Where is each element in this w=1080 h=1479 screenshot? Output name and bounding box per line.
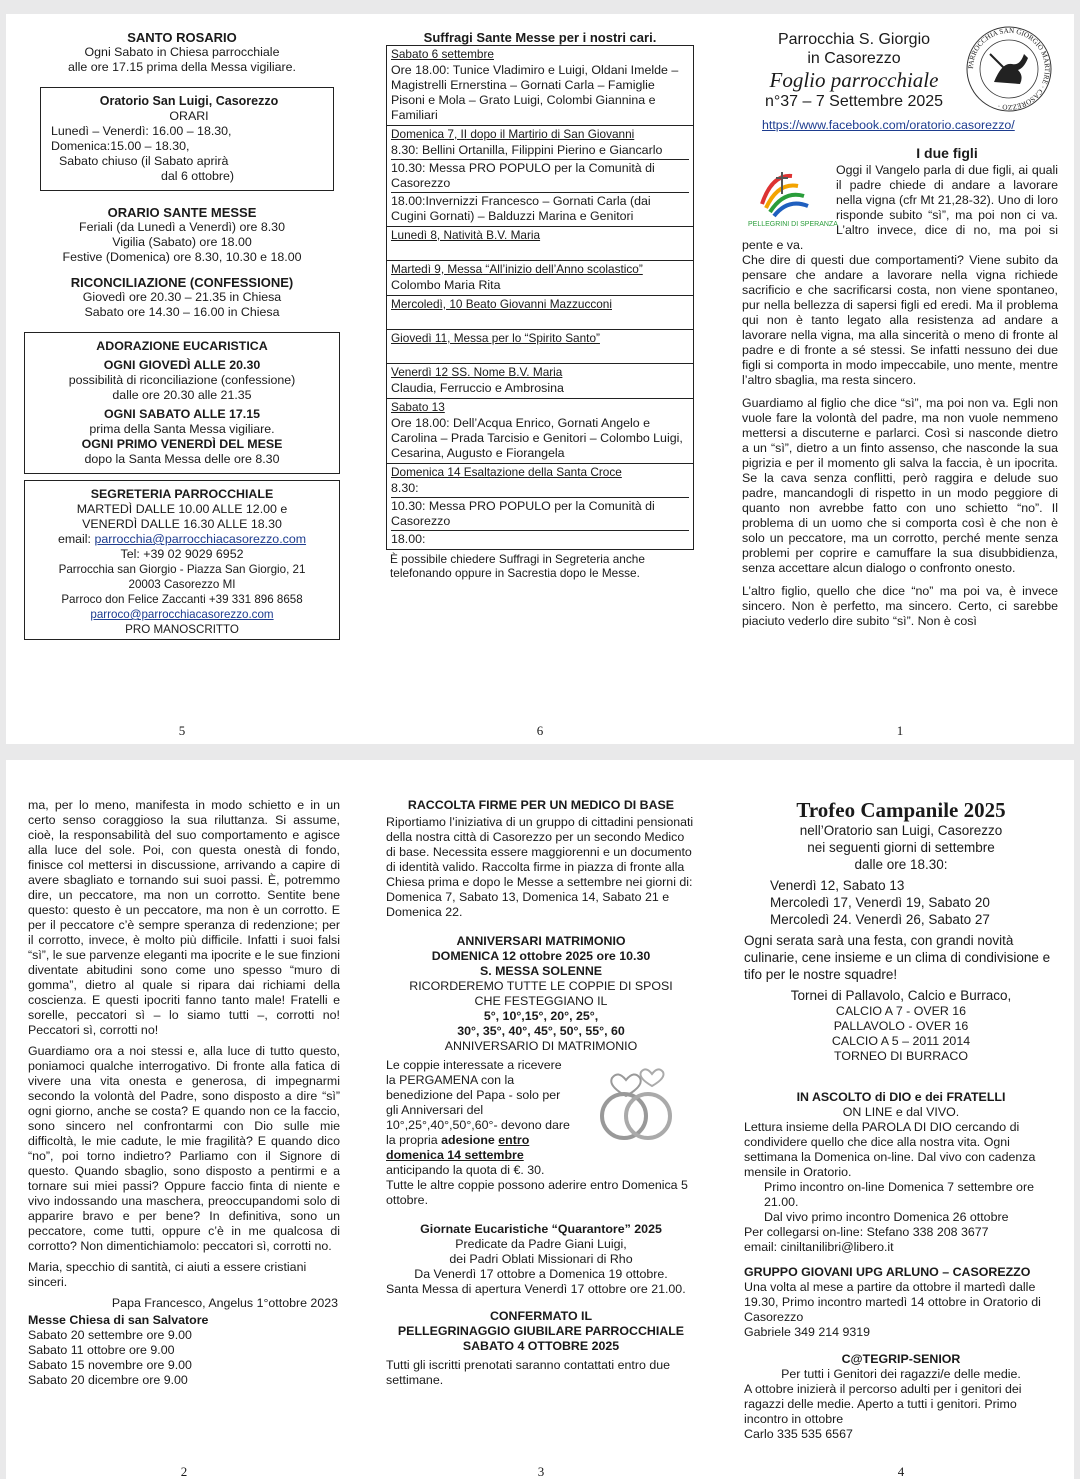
anniversari-years: 5°, 10°,15°, 20°, 25°, bbox=[483, 1009, 599, 1023]
confessione-line: Sabato ore 14.30 – 16.00 in Chiesa bbox=[84, 305, 280, 319]
messe-line: Vigilia (Sabato) ore 18.00 bbox=[112, 235, 252, 249]
suffragi-date: Lunedì 8, Natività B.V. Maria bbox=[391, 228, 541, 242]
trofeo-date: Mercoledì 24. Venerdì 26, Sabato 27 bbox=[770, 912, 990, 927]
adorazione-heading: OGNI SABATO ALLE 17.15 bbox=[103, 407, 261, 421]
suffragi-date: Domenica 7, II dopo il Martirio di San Giovanni bbox=[391, 127, 635, 141]
rosario-title: SANTO ROSARIO bbox=[127, 30, 237, 45]
trofeo-line: nell’Oratorio san Luigi, Casorezzo bbox=[799, 823, 1003, 838]
anniversari-date: DOMENICA 12 ottobre 2025 ore 10.30 bbox=[431, 949, 651, 963]
page-5 bbox=[24, 14, 340, 744]
bottom-sheet bbox=[6, 760, 1074, 1479]
suffragi-footer: È possibile chiedere Suffragi in Segreteria anche telefonando oppure in Sacrestia dopo le Messe. bbox=[390, 552, 645, 580]
oratorio-sub: ORARI bbox=[169, 109, 209, 123]
pergamena-other: Tutte le altre coppie possono aderire entro Domenica 5 ottobre. bbox=[386, 1178, 688, 1207]
oratorio-line: Domenica:15.00 – 18.30, bbox=[51, 139, 190, 153]
confessione-line: Giovedì ore 20.30 – 21.35 in Chiesa bbox=[82, 290, 282, 304]
pergamena-deadline: entro domenica 14 settembre bbox=[386, 1133, 530, 1162]
parish-name: Parrocchia S. Giorgio bbox=[777, 31, 931, 48]
suffragi-intention: Colombo Maria Rita bbox=[391, 278, 501, 292]
pellegrinaggio-text: Tutti gli iscritti prenotati saranno contattati entro due settimane. bbox=[386, 1358, 670, 1387]
jubilee-logo-icon bbox=[742, 164, 838, 230]
page-2 bbox=[28, 760, 340, 1479]
article-title: I due figli bbox=[916, 145, 978, 161]
page-number: 2 bbox=[180, 1464, 188, 1479]
page-3 bbox=[386, 760, 696, 1479]
quarantore-line: Predicate da Padre Giani Luigi, bbox=[455, 1237, 627, 1251]
anniversari-messa: S. MESSA SOLENNE bbox=[479, 964, 603, 978]
suffragi-date: Venerdì 12 SS. Nome B.V. Maria bbox=[391, 365, 563, 379]
suffragi-intention: 10.30: Messa PRO POPULO per la Comunità di Casorezzo bbox=[391, 159, 689, 192]
article-paragraph: Che dire di questi due comportamenti? Viene subito da pensare che andare a lavorare nella vigna richiede sacrificio e che sacrificarsi costa, non viene spontaneo, pur nella bellezza di sapersi figli ed eredi. Ma il problema qui non è tanto legato alla resistenza ad andare a lavorare nella vigna, ma alla sincerità o meno di fronte al padre e di fronte a sé stessi. Se infatti nessuno dei due figli si comporta in modo impeccabile, uno mente, mentre l’altro sbaglia, ma resta sincero. bbox=[742, 253, 1058, 387]
pergamena-block bbox=[386, 1058, 696, 1208]
suffragi-row bbox=[387, 261, 693, 296]
pellegrinaggio-line: SABATO 4 OTTOBRE 2025 bbox=[462, 1339, 620, 1353]
segreteria-line: MARTEDÌ DALLE 10.00 ALLE 12.00 e bbox=[76, 502, 288, 516]
address-line: Parrocchia san Giorgio - Piazza San Giorgio, 21 bbox=[58, 563, 306, 576]
suffragi-row bbox=[387, 330, 693, 364]
upg-contact: Gabriele 349 214 9319 bbox=[744, 1325, 871, 1339]
suffragi-date: Domenica 14 Esaltazione della Santa Croce bbox=[391, 465, 622, 479]
page-number: 4 bbox=[897, 1464, 905, 1479]
page-6 bbox=[386, 14, 694, 744]
suffragi-row bbox=[387, 126, 693, 227]
suffragi-intention bbox=[391, 346, 689, 362]
pergamena-adesione: adesione bbox=[441, 1133, 495, 1147]
anniversari-years: 30°, 35°, 40°, 45°, 50°, 55°, 60 bbox=[457, 1024, 625, 1038]
categrip-title: C@TEGRIP-SENIOR bbox=[841, 1352, 961, 1366]
suffragi-date: Mercoledì, 10 Beato Giovanni Mazzucconi bbox=[391, 297, 612, 311]
article-i-due-figli bbox=[742, 146, 1058, 629]
ascolto-title: IN ASCOLTO di DIO e dei FRATELLI bbox=[796, 1090, 1006, 1104]
parish-seal-icon bbox=[964, 24, 1054, 114]
suffragi-intention: 8.30: Bellini Ortanilla, Filippini Pierino e Giancarlo bbox=[391, 143, 663, 157]
oratorio-line: dal 6 ottobre) bbox=[161, 169, 235, 183]
suffragi-intention: 18.00:Invernizzi Francesco – Gornati Carla (dai Cugini Gornati) – Balduzzi Marina e Genitori bbox=[391, 192, 689, 225]
suffragi-row bbox=[387, 399, 693, 464]
upg-title: GRUPPO GIOVANI UPG ARLUNO – CASOREZZO bbox=[744, 1265, 1031, 1279]
salvatore-line: Sabato 20 dicembre ore 9.00 bbox=[28, 1373, 188, 1387]
suffragi-date: Giovedì 11, Messa per lo “Spirito Santo” bbox=[391, 331, 600, 345]
adorazione-box bbox=[24, 332, 340, 474]
pellegrinaggio-line: CONFERMATO IL bbox=[489, 1309, 593, 1323]
quarantore-line: Da Venerdì 17 ottobre a Domenica 19 ottobre. bbox=[414, 1267, 668, 1281]
parroco-email-link[interactable]: parroco@parrocchiacasorezzo.com bbox=[90, 608, 274, 621]
tornei-line: TORNEO DI BURRACO bbox=[833, 1049, 969, 1063]
oratorio-line: Lunedì – Venerdì: 16.00 – 18.30, bbox=[51, 124, 232, 138]
suffragi-intention: Ore 18.00: Tunice Vladimiro e Luigi, Oldani Imelde – Magistrelli Ernerstina – Gornati Carla – Famiglie Pisoni e Mola – Grato Luigi, Colombi Giannina e Familiari bbox=[391, 63, 679, 122]
pergamena-part: Le coppie interessate a ricevere la PERGAMENA con la benedizione del Papa - solo per gli Anniversari del 10°,25°,40°,50°,60°- devono dare la propria bbox=[386, 1058, 570, 1147]
bulletin-title: Foglio parrocchiale bbox=[769, 68, 939, 92]
trofeo-date: Mercoledì 17, Venerdì 19, Sabato 20 bbox=[770, 895, 990, 910]
segreteria-email-row bbox=[29, 532, 335, 547]
suffragi-intention: 18.00: bbox=[391, 530, 689, 548]
trofeo-title: Trofeo Campanile 2025 bbox=[796, 798, 1006, 822]
suffragi-table bbox=[386, 45, 694, 550]
anniversari-title: ANNIVERSARI MATRIMONIO bbox=[456, 934, 626, 948]
article-paragraph: Guardiamo ora a noi stessi e, alla luce di tutto questo, poniamoci qualche interrogativo. Di fronte alla fatica di vivere una vita onesta e generosa, di impegnarmi secondo la volontà del Padre, sono disposto a dire “sì” ogni giorno, anche se costa? E quando non ce la faccio, sono sincero nel confrontarmi con Dio sulle mie difficoltà, le mie cadute, le mie fragilità? E quando dico “no”, poi torno indietro? Parliamo con il Signore di questo. Quando sbaglio, sono disposto a pentirmi e a tornare sui miei passi? Oppure faccio finta di niente e vivo indossando una maschera, preoccupandomi solo di apparire bravo e per bene? In definitiva, sono un peccatore, come tutti, oppure c’è in me qualcosa di corrotto? Non dimentichiamolo: peccatori sì, corrotti no. bbox=[28, 1044, 340, 1253]
pro-manoscritto: PRO MANOSCRITTO bbox=[125, 623, 239, 636]
segreteria-tel: Tel: +39 02 9029 6952 bbox=[120, 547, 244, 561]
suffragi-intention: Claudia, Ferruccio e Ambrosina bbox=[391, 381, 564, 395]
article-paragraph: L’altro figlio, quello che dice “no” ma poi va, è invece sincero. Non è perfetto, ma sincero. Certo, ci sarebbe piaciuto vederlo dire subito “sì”. Non è così bbox=[742, 584, 1058, 628]
suffragi-row bbox=[387, 364, 693, 399]
pergamena-part: anticipando la quota di €. 30. bbox=[386, 1163, 545, 1177]
page-number: 3 bbox=[537, 1464, 545, 1479]
segreteria-title: SEGRETERIA PARROCCHIALE bbox=[90, 487, 274, 501]
tornei-line: PALLAVOLO - OVER 16 bbox=[833, 1019, 969, 1033]
suffragi-title: Suffragi Sante Messe per i nostri cari. bbox=[423, 30, 657, 45]
address-line: 20003 Casorezzo MI bbox=[128, 578, 236, 591]
segreteria-line: VENERDÌ DALLE 16.30 ALLE 18.30 bbox=[82, 517, 282, 531]
suffragi-date: Sabato 13 bbox=[391, 400, 445, 414]
facebook-link[interactable]: https://www.facebook.com/oratorio.casorezzo/ bbox=[762, 118, 1015, 132]
suffragi-row bbox=[387, 296, 693, 330]
page-4 bbox=[744, 760, 1058, 1479]
oratorio-line: Sabato chiuso (il Sabato aprirà bbox=[59, 154, 229, 168]
suffragi-intention bbox=[391, 312, 689, 328]
trofeo-line: nei seguenti giorni di settembre bbox=[807, 840, 995, 855]
bulletin-issue: n°37 – 7 Settembre 2025 bbox=[764, 93, 944, 110]
oratorio-box bbox=[40, 87, 334, 191]
suffragi-row bbox=[387, 46, 693, 126]
messe-line: Festive (Domenica) ore 8.30, 10.30 e 18.00 bbox=[62, 250, 302, 264]
confessione-title: RICONCILIAZIONE (CONFESSIONE) bbox=[70, 275, 294, 290]
quarantore-text: Santa Messa di apertura Venerdì 17 ottobre ore 21.00. bbox=[386, 1282, 686, 1296]
adorazione-line: dalle ore 20.30 alle 21.35 bbox=[112, 388, 252, 402]
adorazione-title: ADORAZIONE EUCARISTICA bbox=[96, 339, 268, 353]
tornei-line: Tornei di Pallavolo, Calcio e Burraco, bbox=[790, 988, 1012, 1003]
address-line: Parroco don Felice Zaccanti +39 331 896 8658 bbox=[61, 593, 303, 606]
rosario-line: alle ore 17.15 prima della Messa vigiliare. bbox=[68, 60, 296, 74]
quarantore-title: Giornate Eucaristiche “Quarantore” 2025 bbox=[420, 1222, 662, 1236]
oratorio-title: Oratorio San Luigi, Casorezzo bbox=[99, 94, 279, 108]
jubilee-text: PELLEGRINI DI SPERANZA bbox=[748, 221, 838, 228]
trofeo-line: dalle ore 18.30: bbox=[854, 857, 948, 872]
ascolto-text: Lettura insieme della PAROLA DI DIO cercando di condividere quello che dice alla nostra vita. Ogni settimana la Domenica on-line. Dal vivo con cadenza mensile in Oratorio. bbox=[744, 1120, 1036, 1179]
article-paragraph: Maria, specchio di santità, ci aiuti a essere cristiani sinceri. bbox=[28, 1260, 307, 1289]
page-1 bbox=[742, 14, 1058, 744]
messe-title: ORARIO SANTE MESSE bbox=[107, 205, 257, 220]
suffragi-date: Sabato 6 settembre bbox=[391, 47, 494, 61]
categrip-text: A ottobre inizierà il percorso adulti per i genitori dei ragazzi delle medie. Aperto a tutti i genitori. Primo incontro in ottobre bbox=[744, 1382, 1022, 1426]
suffragi-date: Martedì 9, Messa “All’inizio dell’Anno scolastico” bbox=[391, 262, 643, 276]
adorazione-line: prima della Santa Messa vigiliare. bbox=[89, 422, 275, 436]
top-sheet bbox=[6, 14, 1074, 744]
tornei-line: CALCIO A 5 – 2011 2014 bbox=[831, 1034, 971, 1048]
salvatore-title: Messe Chiesa di san Salvatore bbox=[28, 1313, 209, 1327]
adorazione-heading: OGNI PRIMO VENERDÌ DEL MESE bbox=[81, 437, 283, 451]
article-paragraph: Oggi il Vangelo parla di due figli, ai quali il padre chiede di andare a lavorare nella vigna (cfr Mt 21,28-32). Uno di loro risponde subito “sì”, ma poi non ci va. L’altro invece, dice di no, ma poi si pente e va. bbox=[742, 163, 1058, 252]
segreteria-email-link[interactable]: parrocchia@parrocchiacasorezzo.com bbox=[94, 532, 307, 546]
article-signature: Papa Francesco, Angelus 1°ottobre 2023 bbox=[111, 1296, 338, 1310]
suffragi-intention: 8.30: bbox=[391, 481, 419, 495]
email-label: email: bbox=[57, 532, 95, 546]
trofeo-date: Venerdì 12, Sabato 13 bbox=[770, 878, 905, 893]
page-number: 6 bbox=[536, 723, 544, 738]
anniversari-line: CHE FESTEGGIANO IL bbox=[474, 994, 608, 1008]
categrip-contact: Carlo 335 535 6567 bbox=[744, 1427, 853, 1441]
firme-text: Riportiamo l’iniziativa di un gruppo di cittadini pensionati della nostra città di Casorezzo per un secondo Medico di base. Necessita essere maggiorenni e un documento di identità valido. Raccolta firme in piazza di fronte alla Chiesa prima e dopo le Messe a settembre nei giorni di: Domenica 7, Sabato 13, Domenica 14, Sabato 21 e Domenica 22. bbox=[386, 815, 694, 919]
anniversari-line: ANNIVERSARIO DI MATRIMONIO bbox=[444, 1039, 638, 1053]
ascolto-sub: ON LINE e dal VIVO. bbox=[842, 1105, 960, 1119]
pellegrinaggio-line: PELLEGRINAGGIO GIUBILARE PARROCCHIALE bbox=[397, 1324, 685, 1338]
salvatore-line: Sabato 11 ottobre ore 9.00 bbox=[28, 1343, 175, 1357]
adorazione-line: possibilità di riconciliazione (confessione) bbox=[68, 373, 296, 387]
suffragi-intention bbox=[391, 243, 689, 259]
salvatore-line: Sabato 15 novembre ore 9.00 bbox=[28, 1358, 192, 1372]
suffragi-intention: 10.30: Messa PRO POPULO per la Comunità di Casorezzo bbox=[391, 497, 689, 530]
tornei-line: CALCIO A 7 - OVER 16 bbox=[835, 1004, 967, 1018]
page-number: 5 bbox=[178, 723, 186, 738]
salvatore-line: Sabato 20 settembre ore 9.00 bbox=[28, 1328, 192, 1342]
quarantore-line: dei Padri Oblati Missionari di Rho bbox=[449, 1252, 633, 1266]
adorazione-heading: OGNI GIOVEDÌ ALLE 20.30 bbox=[103, 358, 261, 372]
masthead-text bbox=[742, 30, 966, 111]
masthead bbox=[742, 14, 1058, 132]
segreteria-box bbox=[24, 480, 340, 640]
ascolto-email: email: ciniltanilibri@libero.it bbox=[744, 1240, 894, 1254]
adorazione-line: dopo la Santa Messa delle ore 8.30 bbox=[84, 452, 280, 466]
trofeo-text: Ogni serata sarà una festa, con grandi novità culinarie, cene insieme e un clima di condivisione e tifo per le nostre squadre! bbox=[744, 933, 1051, 982]
seal-text: PARROCCHIA SAN GIORGIO MARTIRE · CASOREZZO · bbox=[966, 26, 1052, 112]
wedding-rings-icon bbox=[582, 1062, 692, 1152]
ascolto-line: Dal vivo primo incontro Domenica 26 ottobre bbox=[764, 1210, 1009, 1224]
article-paragraph: ma, per lo meno, manifesta in modo schietto e in un certo senso coraggioso la sua riluttanza. Si assume, cioè, la responsabilità del suo comportamento e agisce alla luce del sole. Poi, con questa onestà di fondo, finisce col mettersi in discussione, arrivando a capire di avere sbagliato e tornando sui suoi passi. È, potremmo dire, un peccatore, ma non un corrotto. Sentite bene questo: questo è un peccatore, ma non è un corrotto. E per il peccatore c’è sempre speranza di redenzione; per il corrotto, invece, è molto più difficile. Infatti i suoi falsi “sì”, le sue parvenze eleganti ma ipocrite e le sue finzioni diventate abitudini sono come uno spesso “muro di gomma”, dietro al quale si ripara dai richiami della coscienza. E questi ipocriti fanno tanto male! Fratelli e sorelle, peccatori sì – lo siamo tutti –, corrotti no! Peccatori sì, corrotti no! bbox=[28, 798, 340, 1037]
categrip-sub: Per tutti i Genitori dei ragazzi/e delle medie. bbox=[781, 1367, 1021, 1381]
suffragi-row bbox=[387, 464, 693, 550]
ascolto-contact: Per collegarsi on-line: Stefano 338 208 3677 bbox=[744, 1225, 989, 1239]
upg-text: Una volta al mese a partire da ottobre il martedì dalle 19.30, Primo incontro martedì 14 ottobre in Oratorio di Casorezzo bbox=[744, 1280, 1041, 1324]
article-paragraph: Guardiamo al figlio che dice “sì”, ma poi non va. Egli non vuole fare la volontà del padre, ma non vuole nemmeno mettersi a discuterne e parlarci. Così si nasconde dietro a un “sì”, dietro a un finto assenso, che nasconde la sua pigrizia e per il momento gli salva la faccia, è un ipocrita. Se la cava senza conflitti, però raggira e delude suo padre, mancandogli di rispetto in un modo peggiore di quanto non avrebbe fatto con uno schietto “no”. Il problema di un uomo che si comporta così è che non è solo un peccatore, ma un corrotto, perché mente senza problemi per coprire e camuffare la sua disubbidienza, senza accettare alcun dialogo o confronto onesto. bbox=[742, 396, 1058, 575]
parish-town: in Casorezzo bbox=[807, 50, 901, 67]
rosario-line: Ogni Sabato in Chiesa parrocchiale bbox=[84, 45, 280, 59]
firme-title: RACCOLTA FIRME PER UN MEDICO DI BASE bbox=[407, 798, 675, 812]
suffragi-row bbox=[387, 227, 693, 261]
anniversari-line: RICORDEREMO TUTTE LE COPPIE DI SPOSI bbox=[409, 979, 673, 993]
page-number: 1 bbox=[896, 723, 904, 738]
messe-line: Feriali (da Lunedì a Venerdì) ore 8.30 bbox=[79, 220, 285, 234]
ascolto-line: Primo incontro on-line Domenica 7 settembre ore 21.00. bbox=[764, 1180, 1034, 1209]
suffragi-intention: Ore 18.00: Dell’Acqua Enrico, Gornati Angelo e Carolina – Prada Tarcisio e Genitori – Colombo Luigi, Cesarina, Augusto e Fiorangela bbox=[391, 416, 683, 460]
